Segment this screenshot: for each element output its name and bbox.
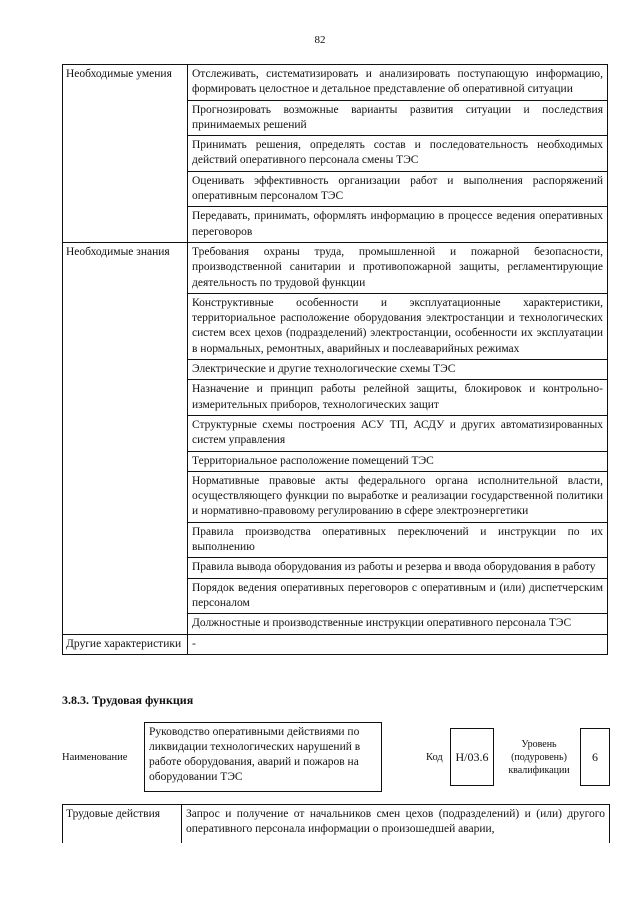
labor-action-item: Запрос и получение от начальников смен цехов (подразделений) и (или) другого оперативного персонала информации о произошедшей аварии, xyxy=(182,805,610,844)
knowledge-item: Нормативные правовые акты федерального органа исполнительной власти, осуществляющего функции по выработке и реализации государственной политики и нормативно-правовому регулированию в сфере электроэнергетики xyxy=(188,471,608,522)
knowledge-item: Территориальное расположение помещений ТЭС xyxy=(188,451,608,471)
skill-item: Оценивать эффективность организации работ и выполнения распоряжений оперативным персоналом ТЭС xyxy=(188,171,608,207)
skill-item: Прогнозировать возможные варианты развития ситуации и последствия принимаемых решений xyxy=(188,100,608,136)
knowledge-item: Электрические и другие технологические схемы ТЭС xyxy=(188,360,608,380)
other-label: Другие характеристики xyxy=(63,634,188,654)
level-value: 6 xyxy=(580,728,610,786)
code-value: H/03.6 xyxy=(450,728,494,786)
skill-item: Отслеживать, систематизировать и анализировать поступающую информацию, формировать целостное и детальное представление об оперативной ситуации xyxy=(188,65,608,101)
other-value: - xyxy=(188,634,608,654)
level-label: Уровень (подуровень) квалификации xyxy=(508,739,570,776)
knowledge-row xyxy=(63,242,608,293)
section-heading: 3.8.3. Трудовая функция xyxy=(62,693,194,707)
knowledge-label: Необходимые знания xyxy=(63,242,188,634)
knowledge-item: Требования охраны труда, промышленной и пожарной безопасности, производственной санитарии и противопожарной защиты, регламентирующие деятельность по трудовой функции xyxy=(188,242,608,293)
code-label: Код xyxy=(426,752,443,763)
labor-actions-table xyxy=(62,804,610,843)
knowledge-item: Структурные схемы построения АСУ ТП, АСДУ и других автоматизированных систем управления xyxy=(188,415,608,451)
skills-row xyxy=(63,65,608,101)
knowledge-item: Правила вывода оборудования из работы и резерва и ввода оборудования в работу xyxy=(188,558,608,578)
knowledge-item: Должностные и производственные инструкции оперативного персонала ТЭС xyxy=(188,614,608,634)
name-value: Руководство оперативными действиями по ликвидации технологических нарушений в работе оборудования, аварий и пожаров на оборудовании ТЭС xyxy=(144,722,382,792)
labor-actions-label: Трудовые действия xyxy=(63,805,182,844)
knowledge-item: Конструктивные особенности и эксплуатационные характеристики, территориальное расположение оборудования электростанции и технологических систем всех цехов (подразделений) электростанции, особенности их эксплуатации в нормальных, ремонтных, аварийных и послеаварийных режимах xyxy=(188,293,608,359)
knowledge-item: Назначение и принцип работы релейной защиты, блокировок и контрольно-измерительных приборов, технологических защит xyxy=(188,380,608,416)
knowledge-item: Правила производства оперативных переключений и инструкции по их выполнению xyxy=(188,522,608,558)
skill-item: Передавать, принимать, оформлять информацию в процессе ведения оперативных переговоров xyxy=(188,207,608,243)
knowledge-item: Порядок ведения оперативных переговоров с оперативным и (или) диспетчерским персоналом xyxy=(188,578,608,614)
skills-label: Необходимые умения xyxy=(63,65,188,243)
labor-actions-row xyxy=(63,805,610,844)
skill-item: Принимать решения, определять состав и последовательность необходимых действий оперативного персонала смены ТЭС xyxy=(188,136,608,172)
page-number: 82 xyxy=(314,34,326,46)
requirements-table xyxy=(62,64,608,655)
other-row xyxy=(63,634,608,654)
name-label: Наименование xyxy=(62,752,128,763)
labor-function-header xyxy=(62,722,610,794)
